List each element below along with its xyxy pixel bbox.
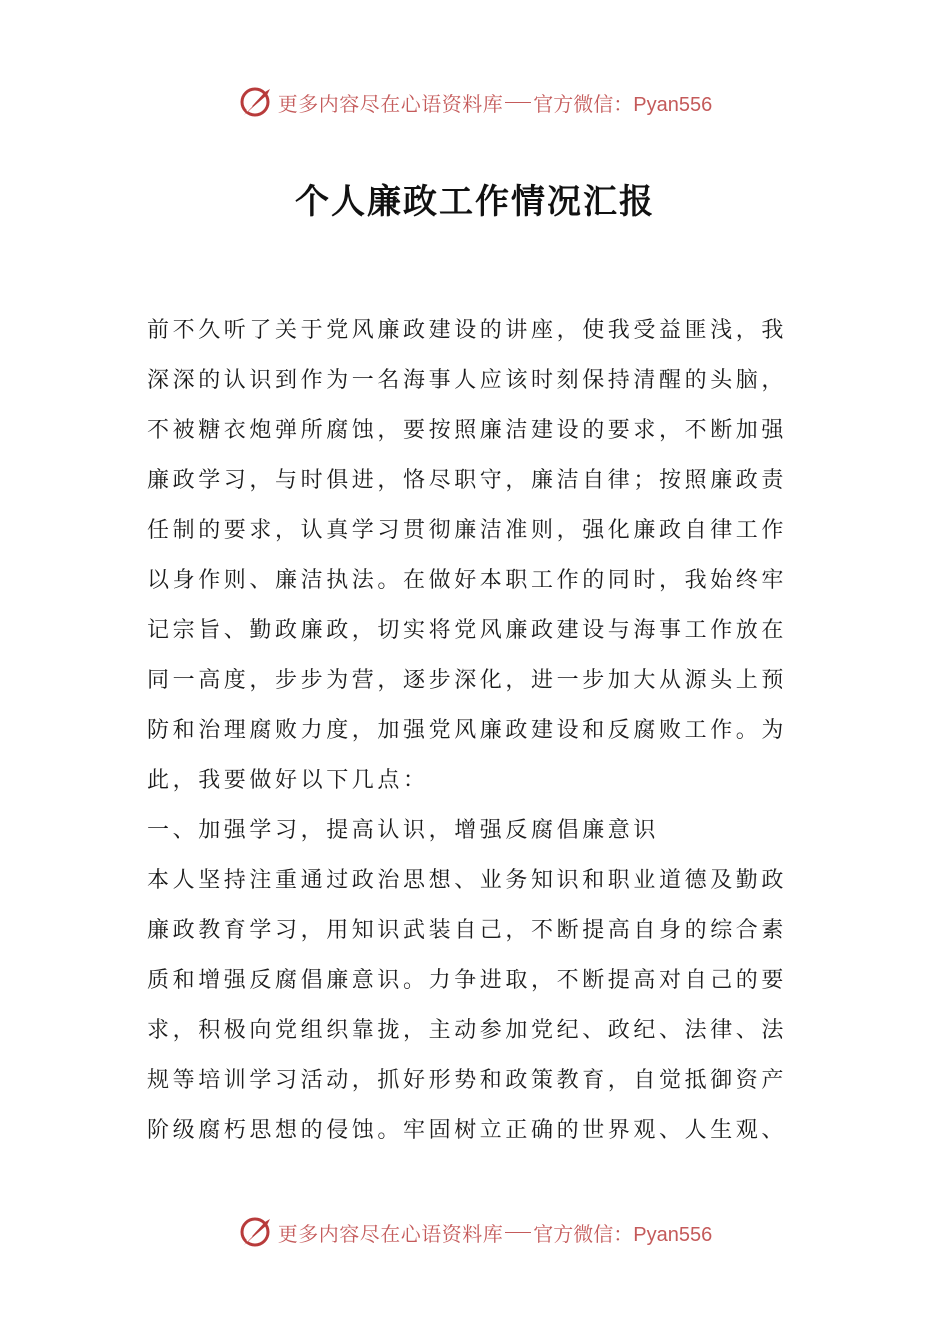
body-line: 任制的要求，认真学习贯彻廉洁准则，强化廉政自律工作: [147, 518, 788, 543]
header-watermark-banner: [0, 82, 950, 122]
body-line: 前不久听了关于党风廉政建设的讲座，使我受益匪浅，我: [147, 318, 788, 343]
watermark-contact: 官方微信：Pyan556: [533, 1223, 713, 1246]
body-line: 廉政教育学习，用知识武装自己，不断提高自身的综合素: [147, 918, 788, 943]
document-body: [147, 306, 807, 1156]
footer-watermark-banner: [0, 1212, 950, 1252]
body-line: 同一高度，步步为营，逐步深化，进一步加大从源头上预: [147, 668, 788, 693]
body-line: 记宗旨、勤政廉政，切实将党风廉政建设与海事工作放在: [147, 618, 788, 643]
quill-pen-logo-icon: [238, 1214, 274, 1250]
watermark-text: 更多内容尽在心语资料库: [277, 1221, 504, 1246]
watermark-separator: [505, 102, 531, 103]
body-line: 质和增强反腐倡廉意识。力争进取，不断提高对自己的要: [147, 968, 788, 993]
body-line: 廉政学习，与时俱进，恪尽职守，廉洁自律；按照廉政责: [147, 468, 788, 493]
document-title: 个人廉政工作情况汇报: [295, 182, 655, 222]
body-line: 规等培训学习活动，抓好形势和政策教育，自觉抵御资产: [147, 1068, 788, 1093]
body-line: 防和治理腐败力度，加强党风廉政建设和反腐败工作。为: [147, 718, 788, 743]
body-line: 此，我要做好以下几点：: [147, 768, 429, 793]
body-line: 求，积极向党组织靠拢，主动参加党纪、政纪、法律、法: [147, 1018, 788, 1043]
watermark-separator: [505, 1232, 531, 1233]
body-line: 阶级腐朽思想的侵蚀。牢固树立正确的世界观、人生观、: [147, 1118, 788, 1143]
body-line: 深深的认识到作为一名海事人应该时刻保持清醒的头脑，: [147, 368, 788, 393]
body-line: 不被糖衣炮弹所腐蚀，要按照廉洁建设的要求，不断加强: [147, 418, 788, 443]
quill-pen-logo-icon: [238, 84, 274, 120]
body-line: 本人坚持注重通过政治思想、业务知识和职业道德及勤政: [147, 868, 788, 893]
section-heading: 一、加强学习，提高认识，增强反腐倡廉意识: [147, 818, 660, 843]
body-line: 以身作则、廉洁执法。在做好本职工作的同时，我始终牢: [147, 568, 788, 593]
watermark-text: 更多内容尽在心语资料库: [277, 91, 504, 116]
watermark-contact: 官方微信：Pyan556: [533, 93, 713, 116]
